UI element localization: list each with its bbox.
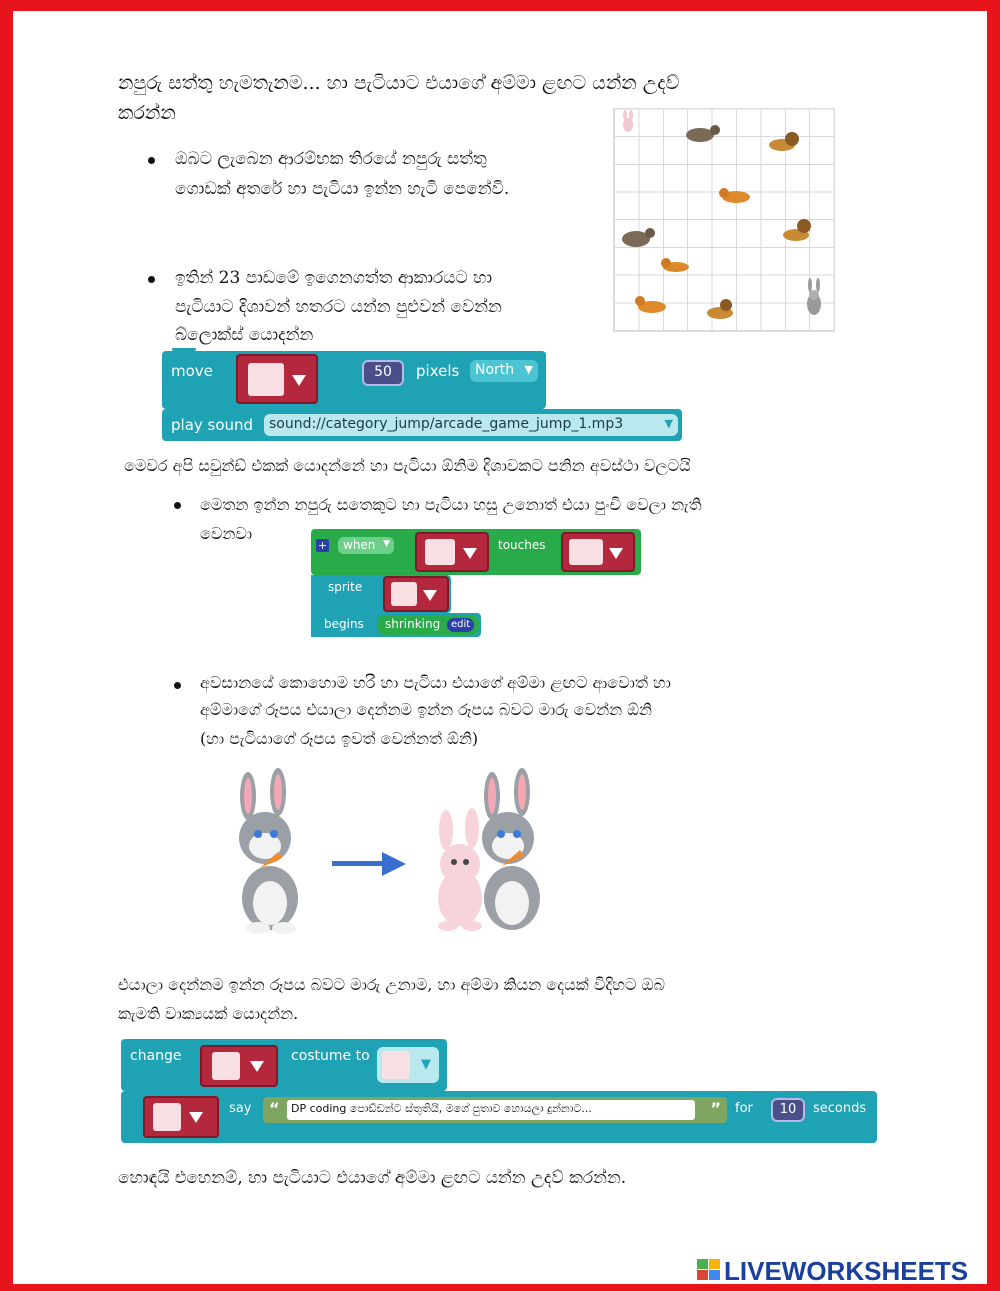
begins-block[interactable]: [311, 613, 481, 637]
say-block[interactable]: [121, 1091, 877, 1143]
bunny-icon: [425, 539, 455, 565]
say-text-box[interactable]: [287, 1100, 695, 1120]
bunny-icon: [153, 1103, 181, 1131]
dropdown-arrow-icon: [609, 548, 623, 559]
lion-icon: [769, 132, 799, 151]
say-text: DP coding පොඩ්ඩන්ට ස්තුතියි, මගේ පුතාව හොයලා දුන්නාට...: [291, 1102, 592, 1115]
move-block[interactable]: [162, 351, 546, 409]
game-grid-image: [613, 108, 835, 332]
block-spine: [311, 575, 319, 637]
bullet-3-line-1: මෙතන ඉන්න නපුරු සතෙකුට හා පැටියා හසු උනොත් එයා පුංචි වෙලා නැති: [200, 495, 702, 514]
dropdown-arrow-icon: [292, 375, 306, 386]
costume-dropdown[interactable]: [377, 1047, 439, 1083]
tiger-icon-3: [635, 296, 666, 313]
when-label: when: [343, 538, 376, 552]
bullet-dot: [174, 682, 181, 689]
chevron-down-icon: ▼: [383, 539, 390, 549]
bullet-dot: [148, 157, 155, 164]
mother-bunny-icon: [239, 768, 298, 934]
mother-bunny-sprite-icon: [807, 278, 821, 315]
heading-line-1: නපුරු සත්තු හැමතැනම... හා පැටියාට එයාගේ අම්මා ළඟට යන්න උදව්: [118, 72, 680, 94]
shrinking-label: shrinking: [385, 617, 441, 631]
baby-bunny-sprite-icon: [623, 110, 633, 132]
seconds-value: 10: [779, 1102, 797, 1117]
bullet-4-line-2: අම්මාගේ රූපය එයාලා දෙන්නම ඉන්න රූපය බවට මාරු වෙන්න ඕනි: [200, 700, 653, 719]
bullet-1-line-2: ගොඩක් අතරේ හා පැටියා ඉන්න හැටි පෙනේවි.: [175, 179, 510, 199]
pixels-label: pixels: [416, 362, 460, 380]
heading-line-2: කරන්න: [118, 102, 176, 124]
direction-dropdown[interactable]: [470, 360, 538, 382]
shrinking-behavior[interactable]: [377, 615, 479, 635]
play-sound-label: play sound: [171, 416, 254, 434]
direction-value: North: [475, 362, 515, 378]
paragraph-line-2: කැමති වාක්‍යයක් යොදන්න.: [118, 1004, 299, 1023]
bunny-sprite-dropdown[interactable]: [200, 1045, 278, 1087]
begins-label: begins: [324, 617, 364, 631]
costume-to-label: costume to: [291, 1048, 370, 1064]
paragraph-sound: මෙවර අපි සවුන්ඩ් එකක් යොදන්නේ හා පැටියා ඕනිම දිශාවකට පනින අවස්ථා වලටයි: [124, 456, 691, 475]
bunny-icon: [391, 582, 417, 606]
play-sound-block[interactable]: [162, 409, 682, 441]
bullet-dot: [148, 276, 155, 283]
sprite-label: sprite: [328, 580, 363, 594]
seconds-value-field[interactable]: [771, 1098, 805, 1122]
dropdown-arrow-icon: [250, 1061, 264, 1072]
bullet-2-line-1: ඉතින් 23 පාඩමේ ඉගෙනගත්ත ආකාරයට හා: [175, 268, 493, 288]
hyena-icon: [686, 125, 720, 142]
animals-overlay: [614, 109, 834, 331]
hyena-sprite-dropdown[interactable]: [561, 532, 635, 572]
dropdown-arrow-icon: [463, 548, 477, 559]
bunny-sprite-dropdown[interactable]: [415, 532, 489, 572]
chevron-down-icon: ▼: [421, 1057, 431, 1072]
change-costume-block[interactable]: [121, 1039, 447, 1091]
bunny-icon: [212, 1052, 240, 1080]
bunny-sprite-dropdown[interactable]: [383, 576, 449, 612]
chevron-down-icon: ▼: [524, 363, 533, 376]
bunny-costume-icon: [382, 1051, 410, 1079]
change-label: change: [130, 1048, 182, 1064]
sound-value: sound://category_jump/arcade_game_jump_1.mp3: [269, 416, 624, 432]
dropdown-arrow-icon: [423, 590, 437, 601]
move-label: move: [171, 362, 213, 380]
bullet-4-line-3: (හා පැටියාගේ රූපය ඉවත් වෙන්නත් ඕනි): [200, 729, 479, 748]
hyena-icon: [569, 539, 603, 565]
when-touches-block[interactable]: [311, 529, 641, 575]
closing-text: හොඳයි එහෙනම්, හා පැටියාට එයාගේ අම්මා ළඟට යන්න උදව් කරන්න.: [118, 1168, 627, 1188]
lion-icon-3: [707, 299, 733, 319]
paragraph-line-1: එයාලා දෙන්නම ඉන්න රූපය බවට මාරු උනාම, හා අම්මා කියන දෙයක් විදිහට ඔබ: [118, 975, 665, 994]
logo-mark-icon: [697, 1259, 721, 1281]
bullet-3-line-2: වෙනවා: [200, 524, 253, 543]
edit-button[interactable]: edit: [447, 618, 474, 632]
block-notch: [172, 348, 196, 354]
bullet-dot: [174, 502, 181, 509]
bullet-4-line-1: අවසානයේ කොහොම හරි හා පැටියා එයාගේ අම්මා ළඟට ආවොත් හා: [200, 673, 671, 692]
seconds-label: seconds: [813, 1101, 867, 1116]
arrow-right-icon: [332, 852, 406, 876]
dropdown-arrow-icon: [189, 1112, 203, 1123]
bullet-1-line-1: ඔබට ලැබෙන ආරම්භක තිරයේ නපුරු සත්තු: [175, 149, 487, 169]
say-text-field[interactable]: [263, 1097, 727, 1123]
mother-and-baby-bunny-icon: [438, 768, 540, 931]
sprite-block[interactable]: [311, 575, 451, 613]
pixels-value: 50: [374, 364, 392, 380]
for-label: for: [735, 1101, 753, 1116]
touches-label: touches: [498, 538, 546, 552]
bullet-2-line-2: පැටියාට දිශාවන් හතරට යන්න පුළුවන් වෙන්න: [175, 297, 502, 317]
open-quote-icon: “: [269, 1099, 280, 1118]
bunny-sprite-dropdown[interactable]: [236, 354, 318, 404]
chevron-down-icon: ▼: [664, 417, 673, 430]
tiger-icon-2: [661, 258, 689, 272]
bunnies-illustration: [220, 768, 560, 940]
bunny-icon: [248, 363, 284, 396]
close-quote-icon: ”: [710, 1099, 721, 1118]
sound-dropdown[interactable]: [264, 414, 678, 436]
hyena-icon-2: [622, 228, 655, 247]
lion-icon-2: [783, 219, 811, 241]
when-dropdown[interactable]: [338, 537, 394, 554]
bullet-2-line-3: බ්ලොක්ස් යොදන්න: [175, 325, 314, 345]
bunny-sprite-dropdown[interactable]: [143, 1096, 219, 1138]
tiger-icon: [719, 188, 750, 203]
pixels-value-field[interactable]: [362, 360, 404, 386]
logo-text: LIVEWORKSHEETS: [724, 1256, 969, 1286]
plus-icon[interactable]: +: [317, 539, 328, 552]
say-label: say: [229, 1101, 252, 1116]
